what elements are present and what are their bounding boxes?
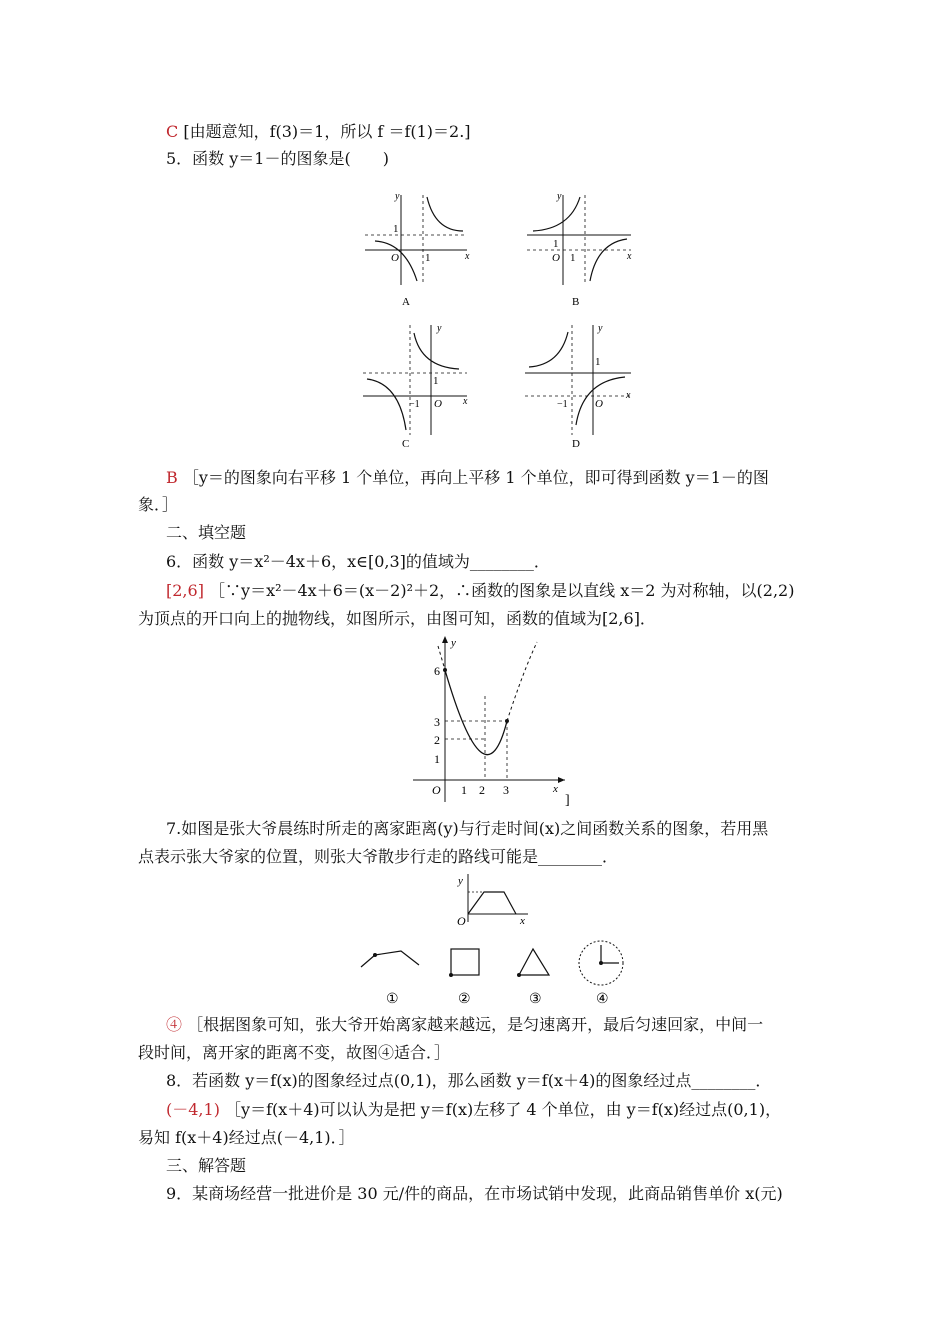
graph-a (365, 191, 470, 308)
graph-d-label: D (572, 438, 580, 450)
svg-text:y: y (598, 323, 603, 334)
figure-q5-options (355, 185, 645, 455)
svg-text:2: 2 (434, 733, 440, 747)
svg-text:x: x (520, 915, 525, 927)
svg-text:−1: −1 (409, 399, 420, 410)
route-option-2 (449, 949, 479, 1007)
svg-text:O: O (434, 398, 442, 410)
svg-text:1: 1 (425, 252, 431, 264)
svg-text:②: ② (458, 992, 471, 1007)
route-option-4 (579, 941, 623, 1007)
svg-text:x: x (626, 390, 631, 401)
svg-text:−1: −1 (557, 399, 568, 410)
answer-text: [由题意知，f(3)＝1，所以 f ＝f(1)＝2.] (178, 122, 471, 141)
answer-6-line2: 为顶点的开口向上的抛物线，如图所示，由图可知，函数的值域为[2,6]． (138, 609, 656, 628)
svg-text:]: ] (565, 793, 570, 808)
answer-letter: C (166, 122, 179, 141)
svg-text:3: 3 (434, 715, 440, 729)
graph-d (525, 323, 631, 450)
answer-5-line2: 象．］ (138, 495, 179, 514)
answer-5-line1: B ［y＝的图象向右平移 1 个单位，再向上平移 1 个单位，即可得到函数 y＝1－的图 (166, 468, 769, 487)
figure-q7-graph (450, 870, 535, 928)
svg-text:①: ① (386, 992, 399, 1007)
question-7-line1: 7.如图是张大爷晨练时所走的离家距离(y)与行走时间(x)之间函数关系的图象，若用黑 (166, 819, 769, 838)
svg-text:y: y (458, 875, 463, 887)
svg-text:③: ③ (529, 992, 542, 1007)
graph-b-label: B (572, 296, 580, 308)
svg-text:1: 1 (595, 356, 601, 368)
svg-text:y: y (557, 191, 562, 202)
svg-text:x: x (465, 251, 470, 262)
svg-text:x: x (627, 251, 632, 262)
route-option-3 (517, 949, 549, 1007)
answer-8-line2: 易知 f(x＋4)经过点(－4,1)．］ (138, 1128, 355, 1147)
svg-text:O: O (552, 252, 560, 264)
svg-text:1: 1 (433, 375, 439, 387)
figure-q6-parabola (405, 632, 585, 810)
graph-c (363, 323, 468, 450)
svg-text:O: O (595, 398, 603, 410)
answer-range: [2,6] (166, 581, 204, 600)
svg-text:1: 1 (461, 783, 467, 797)
svg-text:x: x (553, 783, 558, 795)
svg-text:1: 1 (393, 223, 399, 235)
section-solve: 三、解答题 (166, 1156, 247, 1175)
answer-7-line1: ④ ［根据图象可知，张大爷开始离家越来越远，是匀速离开，最后匀速回家，中间一 (166, 1015, 764, 1034)
svg-text:④: ④ (596, 992, 609, 1007)
route-option-1 (361, 951, 419, 1007)
section-fill-in: 二、填空题 (166, 523, 247, 542)
figure-q7-routes (355, 935, 645, 1007)
answer-letter: B (166, 468, 178, 487)
svg-text:1: 1 (434, 752, 440, 766)
svg-text:2: 2 (479, 783, 485, 797)
graph-c-label: C (402, 438, 410, 450)
answer-6-line1: [2,6] ［∵y＝x²－4x＋6＝(x－2)²＋2，∴函数的图象是以直线 x＝2 为对称轴，以(2,2) (166, 581, 795, 600)
graph-b (527, 191, 632, 308)
question-7-line2: 点表示张大爷家的位置，则张大爷散步行走的路线可能是________． (138, 847, 619, 866)
question-9: 9．某商场经营一批进价是 30 元/件的商品，在市场试销中发现，此商品销售单价 x(元) (166, 1184, 783, 1203)
question-8: 8．若函数 y＝f(x)的图象经过点(0,1)，那么函数 y＝f(x＋4)的图象经过点________． (166, 1071, 772, 1090)
question-5: 5．函数 y＝1－的图象是( ) (166, 149, 389, 168)
svg-text:O: O (457, 914, 466, 928)
answer-7-line2: 段时间，离开家的距离不变，故图④适合．］ (138, 1043, 451, 1062)
svg-text:O: O (391, 252, 399, 264)
svg-text:y: y (437, 323, 442, 334)
svg-text:x: x (463, 396, 468, 407)
answer-4 (166, 121, 471, 143)
svg-text:O: O (432, 783, 441, 797)
graph-a-label: A (402, 296, 410, 308)
svg-text:1: 1 (553, 238, 559, 250)
answer-point: (－4,1) (166, 1100, 220, 1119)
question-6: 6．函数 y＝x²－4x＋6，x∈[0,3]的值域为________． (166, 552, 550, 571)
svg-text:1: 1 (570, 252, 576, 264)
svg-text:6: 6 (434, 664, 440, 678)
svg-text:y: y (451, 637, 456, 649)
answer-choice: ④ (166, 1015, 183, 1034)
svg-text:y: y (395, 191, 400, 202)
svg-text:3: 3 (503, 783, 509, 797)
answer-8-line1: (－4,1) ［y＝f(x＋4)可以认为是把 y＝f(x)左移了 4 个单位，由 y＝f(x)经过点(0,1)， (166, 1100, 782, 1119)
